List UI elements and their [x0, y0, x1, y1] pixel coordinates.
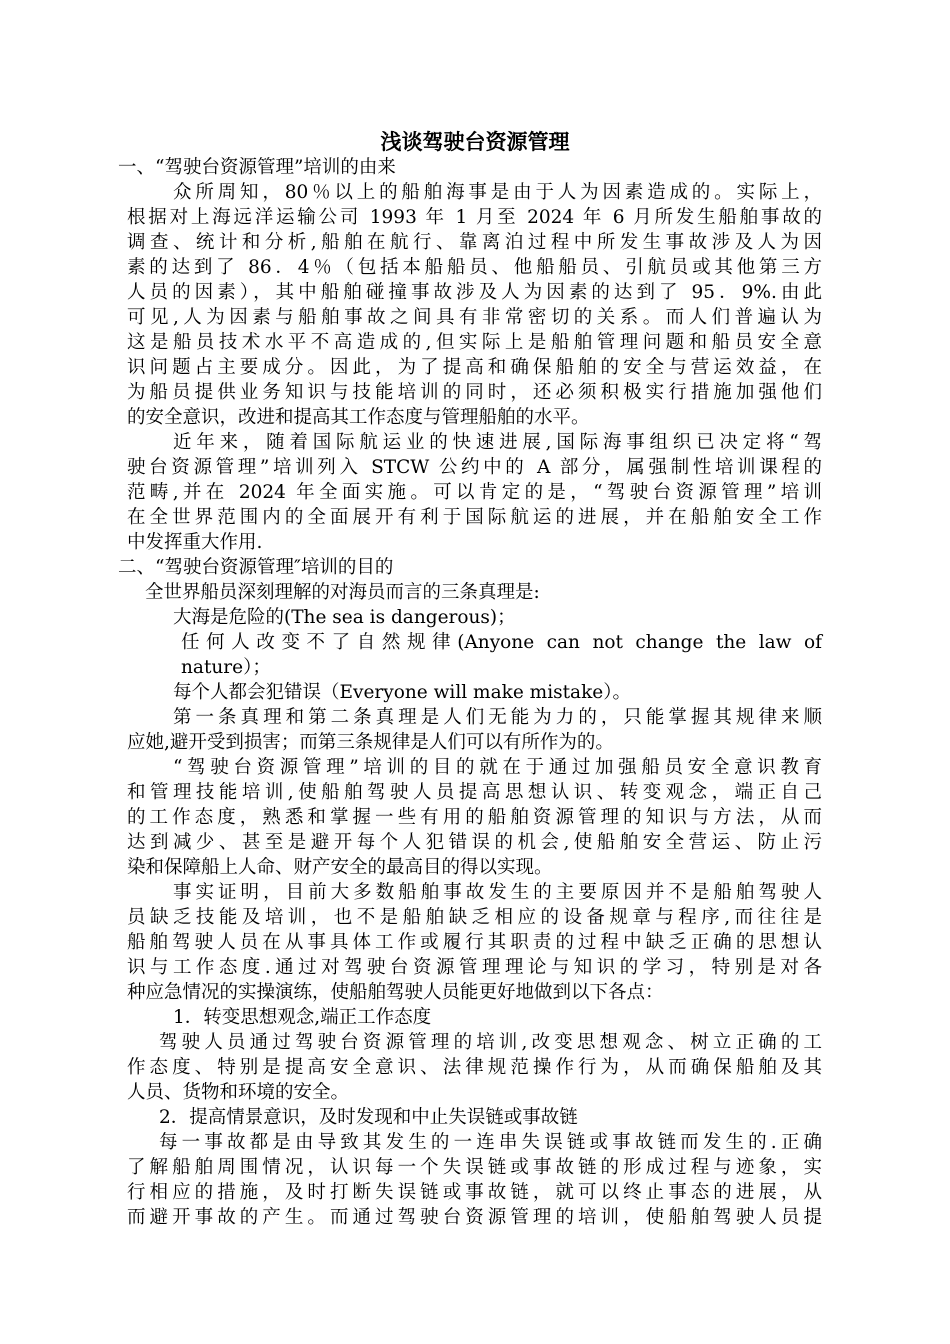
paragraph-line: 人员、货物和环境的安全。	[127, 1082, 350, 1103]
paragraph-line: 的安全意识，改进和提高其工作态度与管理船舶的水平。	[127, 407, 590, 428]
paragraph-line: 调查、统计和分析,船舶在航行、靠离泊过程中所发生事故涉及人为因	[127, 232, 822, 253]
paragraph-line: 全世界船员深刻理解的对海员而言的三条真理是:	[145, 582, 540, 603]
paragraph-line: 近年来，随着国际航运业的快速进展,国际海事组织已决定将“驾	[173, 432, 822, 453]
paragraph-line: 驶台资源管理”培训列入 STCW 公约中的 A 部分，属强制性培训课程的	[127, 457, 822, 478]
paragraph-line: 应她,避开受到损害；而第三条规律是人们可以有所作为的。	[127, 732, 614, 753]
paragraph-line: “驾驶台资源管理”培训的目的就在于通过加强船员安全意识教育	[173, 757, 822, 778]
paragraph-line: 作态度、特别是提高安全意识、法律规范操作行为，从而确保船舶及其	[127, 1057, 822, 1078]
paragraph-line: 第一条真理和第二条真理是人们无能为力的，只能掌握其规律来顺	[173, 707, 822, 728]
paragraph-line: 为船员提供业务知识与技能培训的同时，还必须积极实行措施加强他们	[127, 382, 822, 403]
paragraph-line: 根据对上海远洋运输公司 1993 年 1 月至 2024 年 6 月所发生船舶事故的	[127, 207, 822, 228]
section-heading-2: 二、“驾驶台资源管理″培训的目的	[118, 557, 394, 578]
section-heading-1: 一、“驾驶台资源管理”培训的由来	[118, 157, 396, 178]
paragraph-line: 事实证明，目前大多数船舶事故发生的主要原因并不是船舶驾驶人	[173, 882, 822, 903]
subsection-heading-1: 1．转变思想观念,端正工作态度	[173, 1007, 432, 1028]
paragraph-line: 的工作态度，熟悉和掌握一些有用的船舶资源管理的知识与方法，从而	[127, 807, 822, 828]
subsection-heading-2: 2．提高情景意识，及时发现和中止失误链或事故链	[159, 1107, 578, 1128]
paragraph-line: 识与工作态度.通过对驾驶台资源管理理论与知识的学习，特别是对各	[127, 957, 822, 978]
paragraph-line: 素的达到了 86．4％（包括本船船员、他船船员、引航员或其他第三方	[127, 257, 822, 278]
paragraph-line: 中发挥重大作用.	[127, 532, 263, 553]
paragraph-line: 范畴,并在 2024 年全面实施。可以肯定的是，“驾驶台资源管理”培训	[127, 482, 822, 503]
paragraph-line: 可见,人为因素与船舶事故之间具有非常密切的关系。而人们普遍认为	[127, 307, 822, 328]
paragraph-line: 染和保障船上人命、财产安全的最高目的得以实现。	[127, 857, 553, 878]
truth-item-1: 大海是危险的(The sea is dangerous)；	[173, 607, 516, 628]
document-title: 浅谈驾驶台资源管理	[380, 130, 570, 154]
paragraph-line: 这是船员技术水平不高造成的,但实际上是船舶管理问题和船员安全意	[127, 332, 822, 353]
paragraph-line: 驾驶人员通过驾驶台资源管理的培训,改变思想观念、树立正确的工	[159, 1032, 822, 1053]
paragraph-line: 员缺乏技能及培训，也不是船舶缺乏相应的设备规章与程序,而往往是	[127, 907, 822, 928]
paragraph-line: 每一事故都是由导致其发生的一连串失误链或事故链而发生的.正确	[159, 1132, 822, 1153]
truth-item-2-cont: nature）；	[181, 657, 271, 678]
paragraph-line: 行相应的措施，及时打断失误链或事故链，就可以终止事态的进展，从	[127, 1182, 822, 1203]
paragraph-line: 众所周知，80％以上的船舶海事是由于人为因素造成的。实际上，	[173, 182, 822, 203]
paragraph-line: 而避开事故的产生。而通过驾驶台资源管理的培训，使船舶驾驶人员提	[127, 1207, 822, 1228]
paragraph-line: 人员的因素），其中船舶碰撞事故涉及人为因素的达到了 95．9%.由此	[127, 282, 822, 303]
paragraph-line: 在全世界范围内的全面展开有利于国际航运的进展，并在船舶安全工作	[127, 507, 822, 528]
paragraph-line: 种应急情况的实操演练，使船舶驾驶人员能更好地做到以下各点：	[127, 982, 664, 1003]
truth-item-3: 每个人都会犯错误（Everyone will make mistake）。	[173, 682, 631, 703]
paragraph-line: 识问题占主要成分。因此，为了提高和确保船舶的安全与营运效益，在	[127, 357, 822, 378]
paragraph-line: 了解船舶周围情况，认识每一个失误链或事故链的形成过程与迹象，实	[127, 1157, 822, 1178]
paragraph-line: 达到减少、甚至是避开每个人犯错误的机会,使船舶安全营运、防止污	[127, 832, 822, 853]
paragraph-line: 和管理技能培训,使船舶驾驶人员提高思想认识、转变观念，端正自己	[127, 782, 822, 803]
paragraph-line: 船舶驾驶人员在从事具体工作或履行其职责的过程中缺乏正确的思想认	[127, 932, 822, 953]
truth-item-2: 任何人改变不了自然规律(Anyone can not change the law of	[181, 632, 822, 653]
